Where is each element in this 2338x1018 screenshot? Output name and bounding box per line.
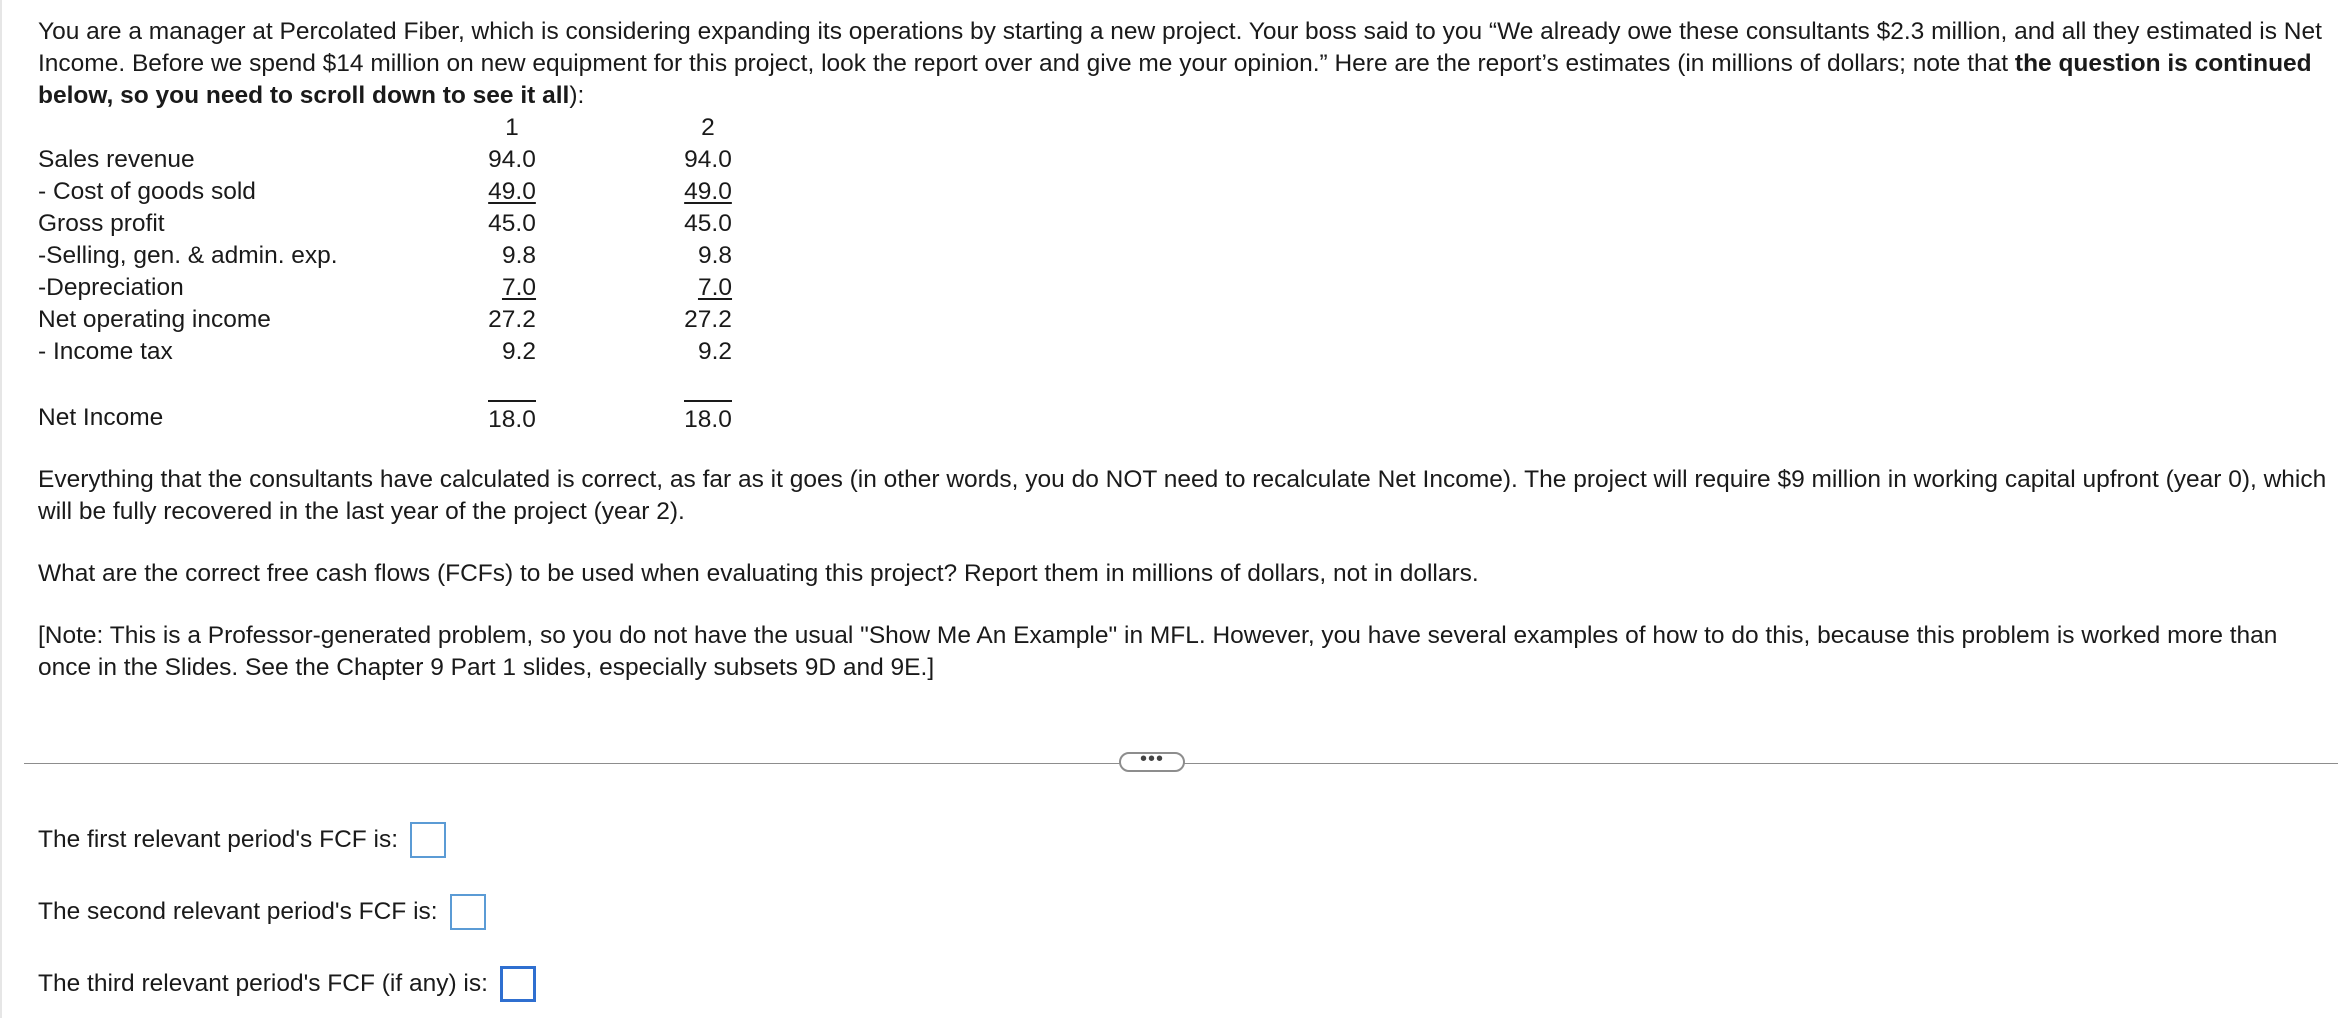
row-value: 7.0 [697,274,733,301]
row-label: - Income tax [38,338,173,365]
column-header-year-2: 2 [701,114,715,141]
question-intro [38,16,2328,112]
row-value: 9.8 [697,242,733,269]
row-label: - Cost of goods sold [38,178,256,205]
row-label: -Selling, gen. & admin. exp. [38,242,338,269]
more-options-button[interactable]: ••• [1119,752,1185,772]
row-value: 94.0 [684,146,732,173]
income-report-table [38,112,806,436]
row-value: 49.0 [488,178,536,205]
column-header-year-1: 1 [505,114,519,141]
row-label: Net operating income [38,306,271,333]
table-header-row [38,112,806,144]
row-label: Gross profit [38,210,165,237]
row-value: 7.0 [501,274,537,301]
row-value: 27.2 [488,306,536,333]
fcf-first-input[interactable] [410,822,446,858]
row-value: 9.2 [501,338,537,365]
question-paragraph-note: [Note: This is a Professor-generated problem, so you do not have the usual "Show Me An Example" in MFL. However, you have several examples of how to do this, because this problem is worked more than once in the Slides. See the Chapter 9 Part 1 slides, especially subsets 9D and 9E.] [38,622,2278,681]
answer-label-first: The first relevant period's FCF is: [38,826,399,853]
net-income-label: Net Income [38,404,164,431]
row-label: Sales revenue [38,146,195,173]
fcf-second-input[interactable] [450,894,486,930]
table-row [38,240,806,272]
table-spacer-row [38,368,806,400]
table-row [38,176,806,208]
net-income-value: 18.0 [488,400,536,436]
question-paragraph-assumptions: Everything that the consultants have calculated is correct, as far as it goes (in other words, you do NOT need to recalculate Net Income). The project will require $9 million in working capital upfront (year 0), which will be fully recovered in the last year of the project (year 2). [38,466,2327,525]
answer-label-third: The third relevant period's FCF (if any) is: [38,970,488,997]
table-row [38,304,806,336]
table-row [38,272,806,304]
row-value: 27.2 [684,306,732,333]
row-value: 45.0 [684,210,732,237]
net-income-value: 18.0 [684,400,732,436]
intro-text: You are a manager at Percolated Fiber, which is considering expanding its operations by starting a new project. Your boss said to you “We already owe these consultants $2.3 million, and all they estimated is Net Income. Before we spend $14 million on new equipment for this project, look the report over and give me your opinion.” Here are the report’s estimates (in millions of dollars; note that [38,18,2322,77]
answer-label-second: The second relevant period's FCF is: [38,898,438,925]
row-value: 9.8 [501,242,537,269]
answer-row-second [38,894,486,930]
question-paragraph-task: What are the correct free cash flows (FCFs) to be used when evaluating this project? Report them in millions of dollars, not in dollars. [38,560,1479,587]
row-value: 45.0 [488,210,536,237]
row-label: -Depreciation [38,274,184,301]
row-value: 49.0 [684,178,732,205]
row-value: 94.0 [488,146,536,173]
fcf-third-input[interactable] [500,966,536,1002]
intro-bold-note: the question is continued below, so you need to scroll down to see it all [38,50,2312,109]
answer-row-third [38,966,536,1002]
left-border [0,0,2,1018]
table-row [38,208,806,240]
net-income-row [38,400,806,436]
intro-text-end: ): [569,82,585,109]
table-row [38,336,806,368]
row-value: 9.2 [697,338,733,365]
question-content [38,16,2328,684]
table-row [38,144,806,176]
answer-row-first [38,822,446,858]
